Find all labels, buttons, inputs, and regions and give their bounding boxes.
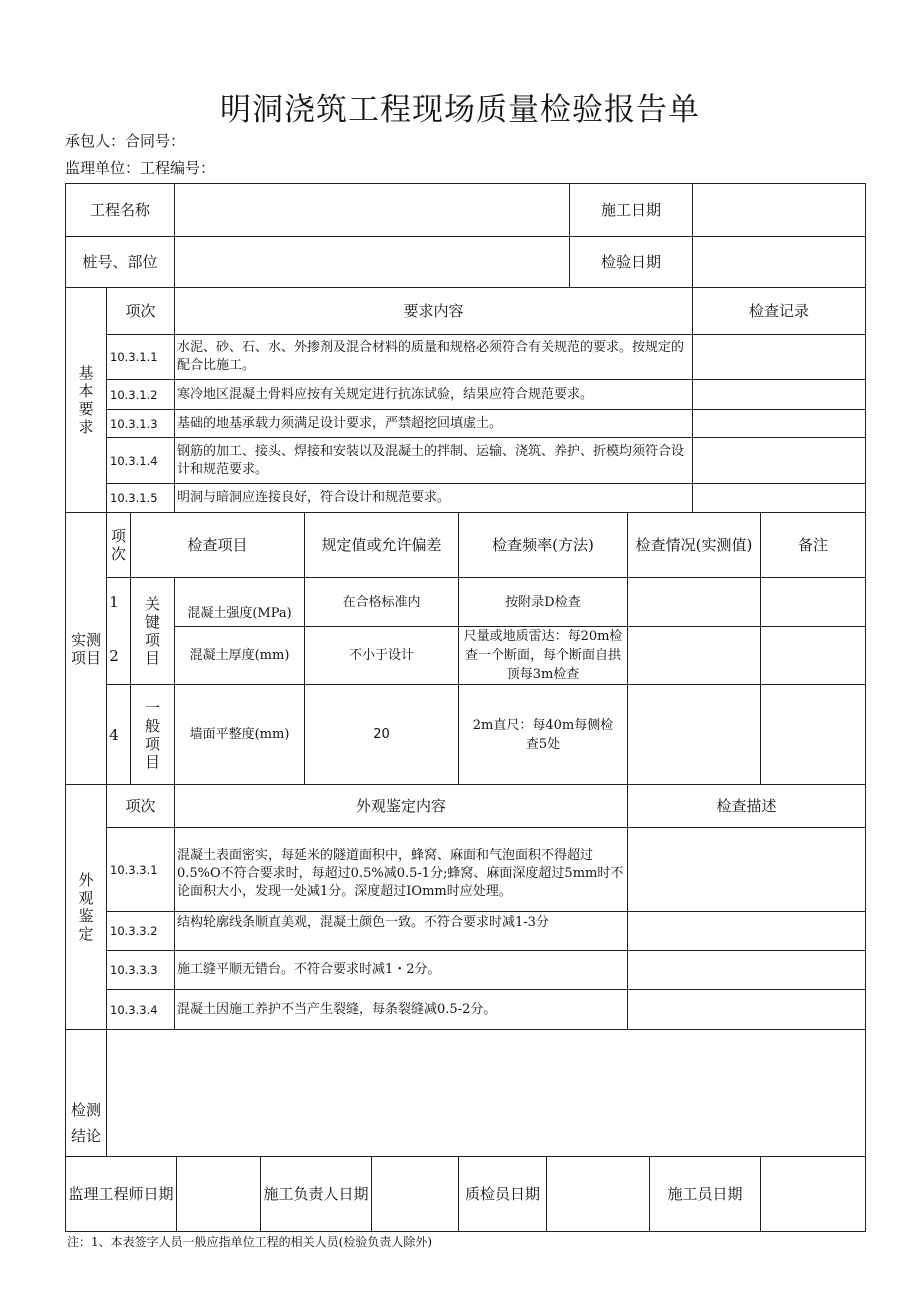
- quality-inspector-signature-label: 质检员日期: [464, 1185, 540, 1203]
- footnote: 注：1、本表签字人员一般应指单位工程的相关人员(检验负责人除外): [67, 1235, 433, 1249]
- appearance-col-content: 外观鉴定内容: [355, 797, 446, 815]
- basic-section-label: 基本要求: [78, 364, 94, 436]
- basic-row-text: 明洞与暗洞应连接良好，符合设计和规范要求。: [177, 490, 451, 505]
- contractor-line: 承包人：合同号：: [65, 132, 186, 150]
- project-name-field[interactable]: [175, 184, 569, 236]
- measured-row-no: 2: [109, 646, 119, 665]
- basic-col-item: 项次: [125, 302, 156, 320]
- appearance-row-code: 10.3.3.4: [110, 1002, 158, 1017]
- construction-lead-signature-field[interactable]: [372, 1157, 458, 1231]
- measured-row-no: 1: [109, 593, 119, 611]
- measured-col-status: 检查情况(实测值): [635, 536, 753, 554]
- basic-col-record: 检查记录: [748, 302, 809, 320]
- appearance-row-code: 10.3.3.2: [110, 924, 158, 938]
- appearance-row-text: 结构轮廓线条顺直美观，混凝土颜色一致。不符合要求时减1-3分: [177, 915, 549, 930]
- basic-row-code: 10.3.1.4: [110, 453, 158, 468]
- constructor-signature-label: 施工员日期: [667, 1185, 743, 1203]
- measured-row-spec: 在合格标准内: [342, 594, 421, 610]
- basic-row-text: 基础的地基承载力须满足设计要求，严禁超挖回填虚土。: [177, 415, 503, 431]
- measured-row-spec: 20: [373, 727, 390, 742]
- measured-col-remark: 备注: [797, 536, 828, 554]
- inspection-date-label: 检验日期: [600, 253, 661, 271]
- general-items-group: 一般项目: [144, 698, 160, 771]
- measured-row-freq: 尺量或地质雷达：每20m检查一个断面，每个断面自拱顶每3m检查: [463, 629, 623, 682]
- measured-row-freq: 按附录D检查: [505, 594, 581, 610]
- appearance-row-text: 混凝土表面密实，每延米的隧道面积中，蜂窝、麻面和气泡面积不得超过0.5%O不符合要求时，每超过0.5%减0.5-1分;蜂窝、麻面深度超过5mm时不论面积大小，发现一处减1分。深度超过IOmm时应处理。: [177, 847, 624, 899]
- basic-row-code: 10.3.1.3: [110, 416, 158, 431]
- appearance-row-text: 混凝土因施工养护不当产生裂缝，每条裂缝减0.5-2分。: [177, 1001, 497, 1017]
- construction-date-field[interactable]: [693, 184, 865, 236]
- measured-col-freq: 检查频率(方法): [492, 536, 594, 554]
- measured-col-check: 检查项目: [187, 536, 248, 554]
- basic-row-code: 10.3.1.5: [110, 491, 158, 505]
- station-label: 桩号、部位: [82, 253, 158, 271]
- supervisor-line: 监理单位：工程编号：: [65, 159, 216, 177]
- supervisor-signature-label: 监理工程师日期: [68, 1185, 174, 1203]
- basic-row-text: 钢筋的加工、接头、焊接和安装以及混凝土的拌制、运输、浇筑、养护、折模均须符合设计和规范要求。: [177, 443, 685, 477]
- project-name-label: 工程名称: [89, 201, 150, 219]
- appearance-row-text: 施工缝平顺无错台。不符合要求时减1・2分。: [177, 962, 441, 977]
- conclusion-field[interactable]: [107, 1030, 865, 1156]
- conclusion-label: 检测结论: [70, 1101, 101, 1145]
- construction-date-label: 施工日期: [600, 201, 661, 219]
- measured-row-item: 混凝土强度(MPa): [187, 605, 292, 621]
- basic-col-content: 要求内容: [403, 302, 464, 320]
- appearance-col-item: 项次: [125, 797, 156, 815]
- measured-col-item: 项次: [110, 527, 126, 563]
- appearance-col-desc: 检查描述: [716, 797, 777, 815]
- inspection-date-field[interactable]: [693, 237, 865, 287]
- key-items-group: 关键项目: [144, 595, 160, 667]
- basic-row-code: 10.3.1.2: [110, 387, 158, 402]
- measured-row-freq: 2m直尺：每40m每侧检查5处: [472, 717, 614, 752]
- basic-row-text: 水泥、砂、石、水、外掺剂及混合材料的质量和规格必须符合有关规范的要求。按规定的配合比施工。: [177, 340, 685, 373]
- measured-row-item: 混凝土厚度(mm): [189, 648, 290, 663]
- basic-row-text: 寒冷地区混凝土骨料应按有关规定进行抗冻试验，结果应符合规范要求。: [177, 386, 594, 402]
- construction-lead-signature-label: 施工负责人日期: [263, 1185, 369, 1203]
- measured-section-label: 实测项目: [70, 630, 101, 667]
- measured-row-no: 4: [109, 725, 119, 744]
- station-field[interactable]: [175, 237, 569, 287]
- page-title: 明洞浇筑工程现场质量检验报告单: [220, 92, 700, 128]
- appearance-row-code: 10.3.3.1: [110, 862, 158, 877]
- supervisor-signature-field[interactable]: [177, 1157, 260, 1231]
- measured-col-spec: 规定值或允许偏差: [321, 536, 442, 554]
- measured-row-item: 墙面平整度(mm): [189, 727, 290, 742]
- measured-row-spec: 不小于设计: [348, 648, 414, 663]
- appearance-row-code: 10.3.3.3: [110, 963, 158, 977]
- constructor-signature-field[interactable]: [761, 1157, 865, 1231]
- appearance-section-label: 外观鉴定: [78, 871, 94, 943]
- quality-inspector-signature-field[interactable]: [547, 1157, 649, 1231]
- basic-row-code: 10.3.1.1: [110, 350, 158, 364]
